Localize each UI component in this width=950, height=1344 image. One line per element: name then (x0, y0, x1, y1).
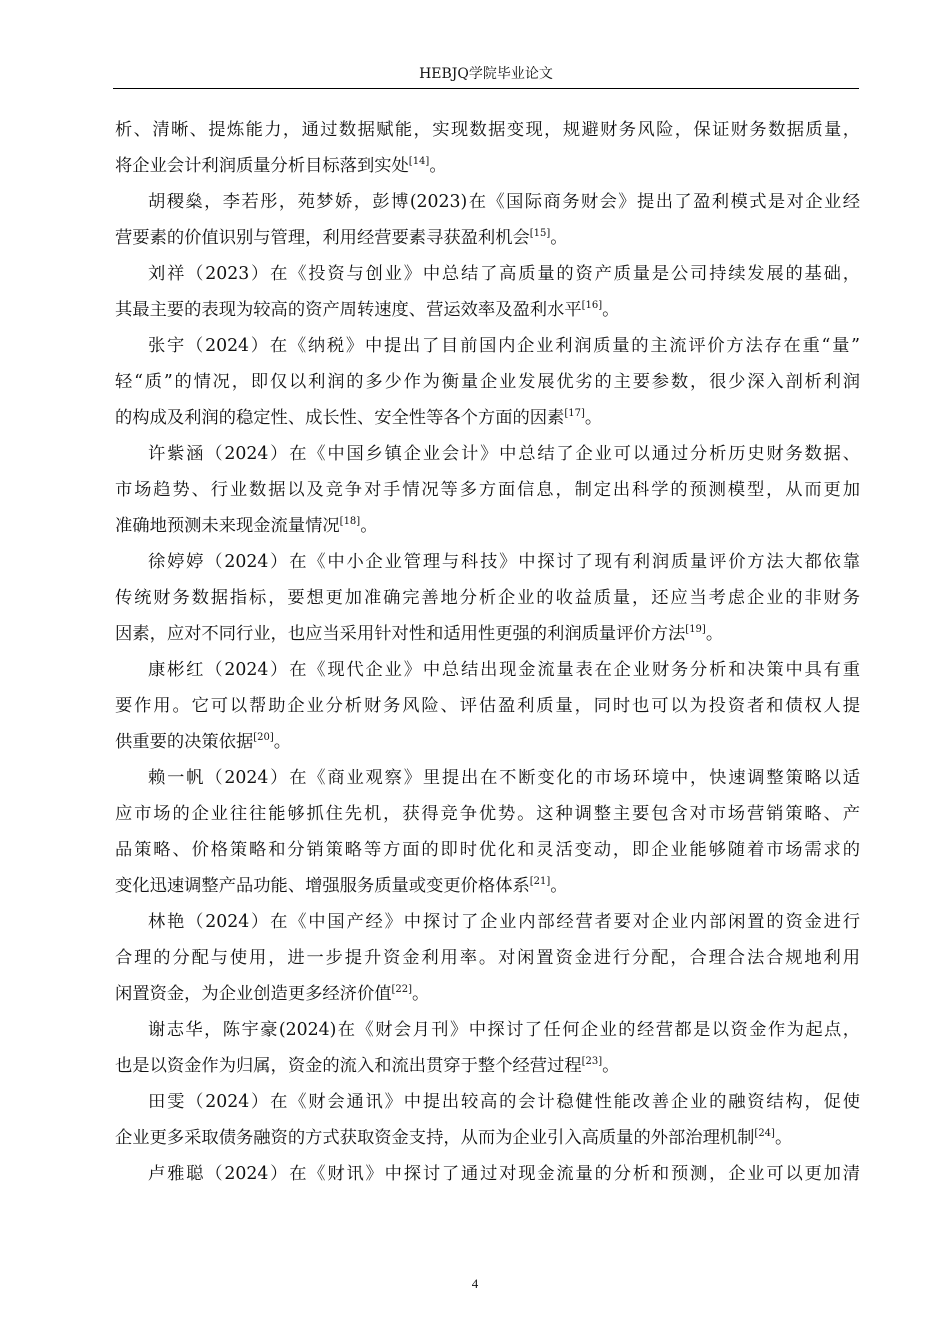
text-line (115, 940, 860, 976)
line-text: 闲置资金，为企业创造更多经济价值 (115, 984, 392, 1004)
text-line (115, 400, 860, 436)
citation-ref: [20] (253, 732, 274, 744)
line-text: 因素，应对不同行业，也应当采用针对性和适用性更强的利润质量评价方法 (115, 624, 686, 644)
line-text: 传统财务数据指标，要想更加准确完善地分析企业的收益质量，还应当考虑企业的非财务 (115, 588, 860, 608)
line-text: 谢志华，陈宇豪(2024)在《财会月刊》中探讨了任何企业的经营都是以资金作为起点， (148, 1020, 860, 1040)
line-text: 其最主要的表现为较高的资产周转速度、营运效率及盈利水平 (115, 300, 582, 320)
line-text: 张宇（2024）在《纳税》中提出了目前国内企业利润质量的主流评价方法存在重“量” (148, 336, 860, 356)
line-text: 营要素的价值识别与管理，利用经营要素寻获盈利机会 (115, 228, 530, 248)
text-line (115, 1012, 860, 1048)
citation-ref: [19] (685, 624, 706, 636)
text-line (115, 832, 860, 868)
line-text: 市场趋势、行业数据以及竞争对手情况等多方面信息，制定出科学的预测模型，从而更加 (115, 480, 860, 500)
line-text: 田雯（2024）在《财会通讯》中提出较高的会计稳健性能改善企业的融资结构，促使 (148, 1092, 860, 1112)
body-text (115, 112, 860, 1192)
line-text: 许紫涵（2024）在《中国乡镇企业会计》中总结了企业可以通过分析历史财务数据、 (148, 444, 860, 464)
line-end-punct: 。 (429, 156, 447, 176)
text-line (115, 616, 860, 652)
line-text: 徐婷婷（2024）在《中小企业管理与科技》中探讨了现有利润质量评价方法大都依靠 (148, 552, 860, 572)
line-text: 胡稷燊，李若彤，苑梦娇，彭博(2023)在《国际商务财会》提出了盈利模式是对企业经 (148, 192, 860, 212)
text-line (115, 148, 860, 184)
line-text: 合理的分配与使用，进一步提升资金利用率。对闲置资金进行分配，合理合法合规地利用 (115, 948, 860, 968)
text-line (115, 256, 860, 292)
line-text: 析、清晰、提炼能力，通过数据赋能，实现数据变现，规避财务风险，保证财务数据质量， (115, 120, 860, 140)
text-line (115, 508, 860, 544)
text-line (115, 364, 860, 400)
text-line (115, 904, 860, 940)
line-end-punct: 。 (774, 1128, 793, 1148)
line-text: 企业更多采取债务融资的方式获取资金支持，从而为企业引入高质量的外部治理机制 (115, 1128, 755, 1148)
text-line (115, 1156, 860, 1192)
text-line (115, 220, 860, 256)
line-text: 卢雅聪（2024）在《财讯》中探讨了通过对现金流量的分析和预测，企业可以更加清 (148, 1164, 860, 1184)
line-text: 林艳（2024）在《中国产经》中探讨了企业内部经营者要对企业内部闲置的资金进行 (148, 912, 860, 932)
text-line (115, 688, 860, 724)
citation-ref: [14] (408, 156, 430, 168)
text-line (115, 652, 860, 688)
line-end-punct: 。 (705, 624, 724, 644)
text-line (115, 1084, 860, 1120)
line-end-punct: 。 (273, 732, 292, 752)
line-text: 变化迅速调整产品功能、增强服务质量或变更价格体系 (115, 876, 530, 896)
text-line (115, 292, 860, 328)
line-end-punct: 。 (602, 300, 620, 320)
text-line (115, 436, 860, 472)
citation-ref: [23] (581, 1056, 603, 1068)
text-line (115, 544, 860, 580)
line-text: 应市场的企业往往能够抓住先机，获得竞争优势。这种调整主要包含对市场营销策略、产 (115, 804, 860, 824)
line-end-punct: 。 (360, 516, 378, 536)
line-end-punct: 。 (584, 408, 603, 428)
text-line (115, 184, 860, 220)
text-line (115, 760, 860, 796)
citation-ref: [17] (564, 408, 585, 420)
citation-ref: [22] (391, 984, 413, 996)
text-line (115, 112, 860, 148)
text-line (115, 1048, 860, 1084)
line-text: 轻“质”的情况，即仅以利润的多少作为衡量企业发展优劣的主要参数，很少深入剖析利润 (115, 372, 860, 392)
line-text: 刘祥（2023）在《投资与创业》中总结了高质量的资产质量是公司持续发展的基础， (148, 264, 860, 284)
line-text: 也是以资金作为归属，资金的流入和流出贯穿于整个经营过程 (115, 1056, 582, 1076)
line-text: 品策略、价格策略和分销策略等方面的即时优化和灵活变动，即企业能够随着市场需求的 (115, 840, 860, 860)
text-line (115, 472, 860, 508)
line-end-punct: 。 (550, 876, 568, 896)
text-line (115, 328, 860, 364)
text-line (115, 976, 860, 1012)
text-line (115, 1120, 860, 1156)
line-end-punct: 。 (550, 228, 568, 248)
line-text: 将企业会计利润质量分析目标落到实处 (115, 156, 409, 176)
citation-ref: [21] (529, 876, 551, 888)
line-text: 的构成及利润的稳定性、成长性、安全性等各个方面的因素 (115, 408, 565, 428)
text-line (115, 580, 860, 616)
line-text: 要作用。它可以帮助企业分析财务风险、评估盈利质量，同时也可以为投资者和债权人提 (115, 696, 860, 716)
text-line (115, 796, 860, 832)
line-text: 赖一帆（2024）在《商业观察》里提出在不断变化的市场环境中，快速调整策略以适 (148, 768, 860, 788)
text-line (115, 868, 860, 904)
line-end-punct: 。 (602, 1056, 620, 1076)
line-text: 准确地预测未来现金流量情况 (115, 516, 340, 536)
line-end-punct: 。 (412, 984, 430, 1004)
citation-ref: [24] (754, 1128, 775, 1140)
citation-ref: [16] (581, 300, 603, 312)
citation-ref: [15] (529, 228, 551, 240)
line-text: 康彬红（2024）在《现代企业》中总结出现金流量表在企业财务分析和决策中具有重 (148, 660, 860, 680)
text-line (115, 724, 860, 760)
running-header: HEBJQ学院毕业论文 (113, 64, 859, 89)
line-text: 供重要的决策依据 (115, 732, 254, 752)
page-number: 4 (471, 1276, 479, 1291)
citation-ref: [18] (339, 516, 361, 528)
